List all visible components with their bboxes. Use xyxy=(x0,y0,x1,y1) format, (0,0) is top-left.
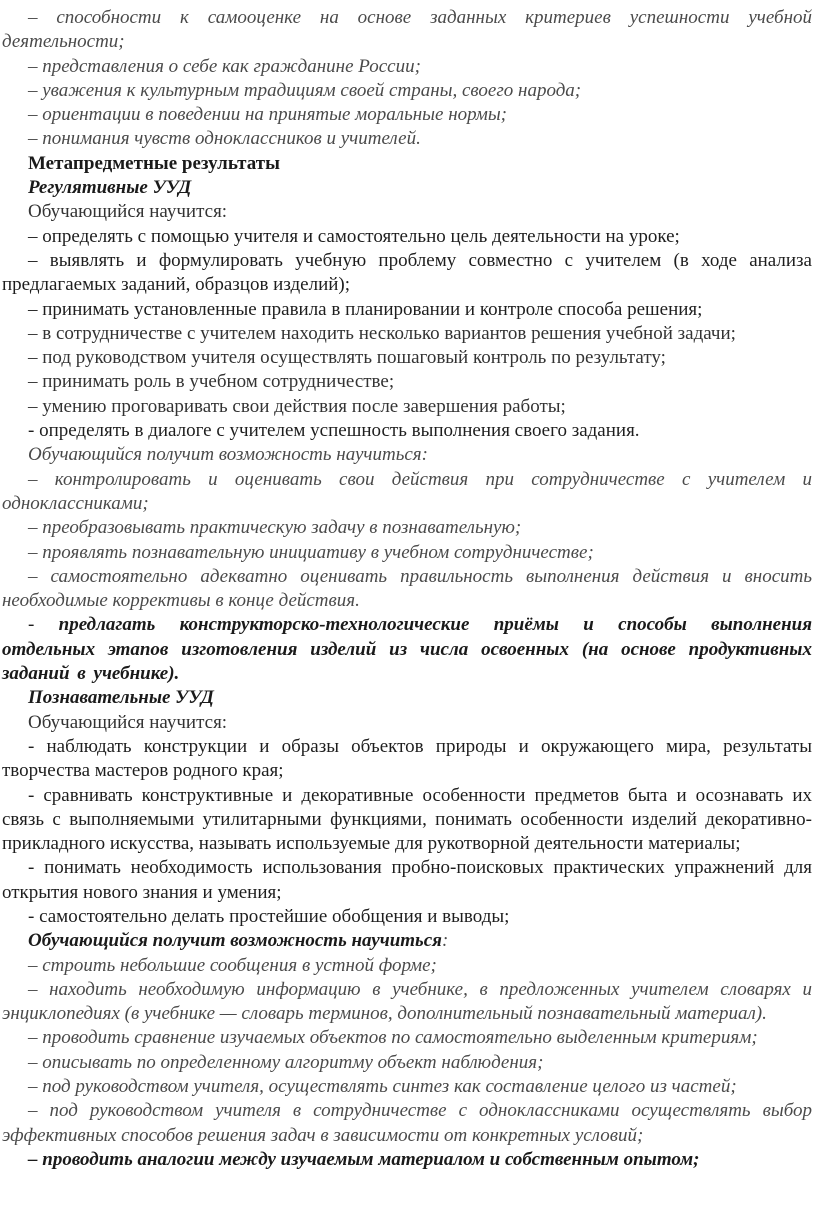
regulative-item: – умению проговаривать свои действия после завершения работы; xyxy=(28,395,566,417)
cognitive-item: - самостоятельно делать простейшие обобщения и выводы; xyxy=(28,905,510,927)
regulative-item: – в сотрудничестве с учителем находить несколько вариантов решения учебной задачи; xyxy=(28,322,736,344)
regulative-opportunity-item: – преобразовывать практическую задачу в познавательную; xyxy=(28,517,522,539)
personal-item: – способности к самооценке на основе заданных критериев успешности учебной деятельности; xyxy=(2,7,812,53)
cognitive-heading: Познавательные УУД xyxy=(28,687,214,709)
cognitive-item: - понимать необходимость использования пробно-поисковых практических упражнений для открытия нового знания и умения; xyxy=(2,857,812,903)
regulative-item: – определять с помощью учителя и самостоятельно цель деятельности на уроке; xyxy=(28,225,680,247)
metasubject-heading: Метапредметные результаты xyxy=(28,152,280,174)
cognitive-item: - наблюдать конструкции и образы объектов природы и окружающего мира, результаты творчества мастеров родного края; xyxy=(2,735,812,782)
cognitive-opportunity-item: – описывать по определенному алгоритму объект наблюдения; xyxy=(28,1051,544,1073)
cognitive-last-item: – проводить аналогии между изучаемым материалом и собственным опытом; xyxy=(28,1148,700,1170)
cognitive-opportunity-item: – находить необходимую информацию в учебнике, в предложенных учителем словарях и энциклопедиях (в учебнике — словарь терминов, дополнительный познавательный материал). xyxy=(2,978,812,1025)
cognitive-learns-label: Обучающийся научится: xyxy=(28,711,228,733)
regulative-learns-label: Обучающийся научится: xyxy=(28,201,228,223)
dash-marker: - xyxy=(28,614,35,636)
personal-item: – уважения к культурным традициям своей страны, своего народа; xyxy=(28,79,582,101)
cognitive-opportunity-item: – под руководством учителя в сотрудничестве с одноклассниками осуществлять выбор эффективных способов решения задач в зависимости от конкретных условий; xyxy=(2,1100,812,1146)
cognitive-opportunity-label xyxy=(2,929,812,953)
regulative-opportunity-item: – проявлять познавательную инициативу в учебном сотрудничестве; xyxy=(28,541,594,563)
regulative-opportunity-label: Обучающийся получит возможность научиться: xyxy=(28,444,428,466)
colon: : xyxy=(441,930,449,952)
personal-item: – понимания чувств одноклассников и учителей. xyxy=(28,128,421,150)
regulative-item: – принимать установленные правила в планировании и контроле способа решения; xyxy=(28,298,703,320)
regulative-opportunity-item: – самостоятельно адекватно оценивать правильность выполнения действия и вносить необходимые коррективы в конце действия. xyxy=(2,565,812,612)
cognitive-opportunity-item: – под руководством учителя, осуществлять синтез как составление целого из частей; xyxy=(28,1076,737,1098)
cognitive-opportunity-text: Обучающийся получит возможность научиться xyxy=(28,930,442,952)
cognitive-opportunity-item: – строить небольшие сообщения в устной форме; xyxy=(28,954,437,976)
cognitive-opportunity-item: – проводить сравнение изучаемых объектов по самостоятельно выделенным критериям; xyxy=(28,1027,758,1049)
personal-item: – ориентации в поведении на принятые моральные нормы; xyxy=(28,104,508,126)
cognitive-item: - сравнивать конструктивные и декоративные особенности предметов быта и осознавать их связь с выполняемыми утилитарными функциями, понимать особенности изделий декоративно-прикладного искусства, называть используемые для рукотворной деятельности материалы; xyxy=(2,784,812,855)
personal-item: – представления о себе как гражданине России; xyxy=(28,55,421,77)
regulative-extra-text: предлагать конструкторско-технологические приёмы и способы выполнения отдельных этапов изготовления изделий из числа освоенных (на основе продуктивных заданий в учебнике). xyxy=(2,614,812,685)
regulative-heading: Регулятивные УУД xyxy=(28,177,192,199)
regulative-extra-item xyxy=(2,613,812,686)
regulative-item: – принимать роль в учебном сотрудничестве; xyxy=(28,371,395,393)
regulative-item: - определять в диалоге с учителем успешность выполнения своего задания. xyxy=(28,420,640,442)
regulative-item: – выявлять и формулировать учебную проблему совместно с учителем (в ходе анализа предлагаемых заданий, образцов изделий); xyxy=(2,249,812,296)
regulative-opportunity-item: – контролировать и оценивать свои действия при сотрудничестве с учителем и одноклассниками; xyxy=(2,468,812,514)
regulative-item: – под руководством учителя осуществлять пошаговый контроль по результату; xyxy=(28,347,666,369)
